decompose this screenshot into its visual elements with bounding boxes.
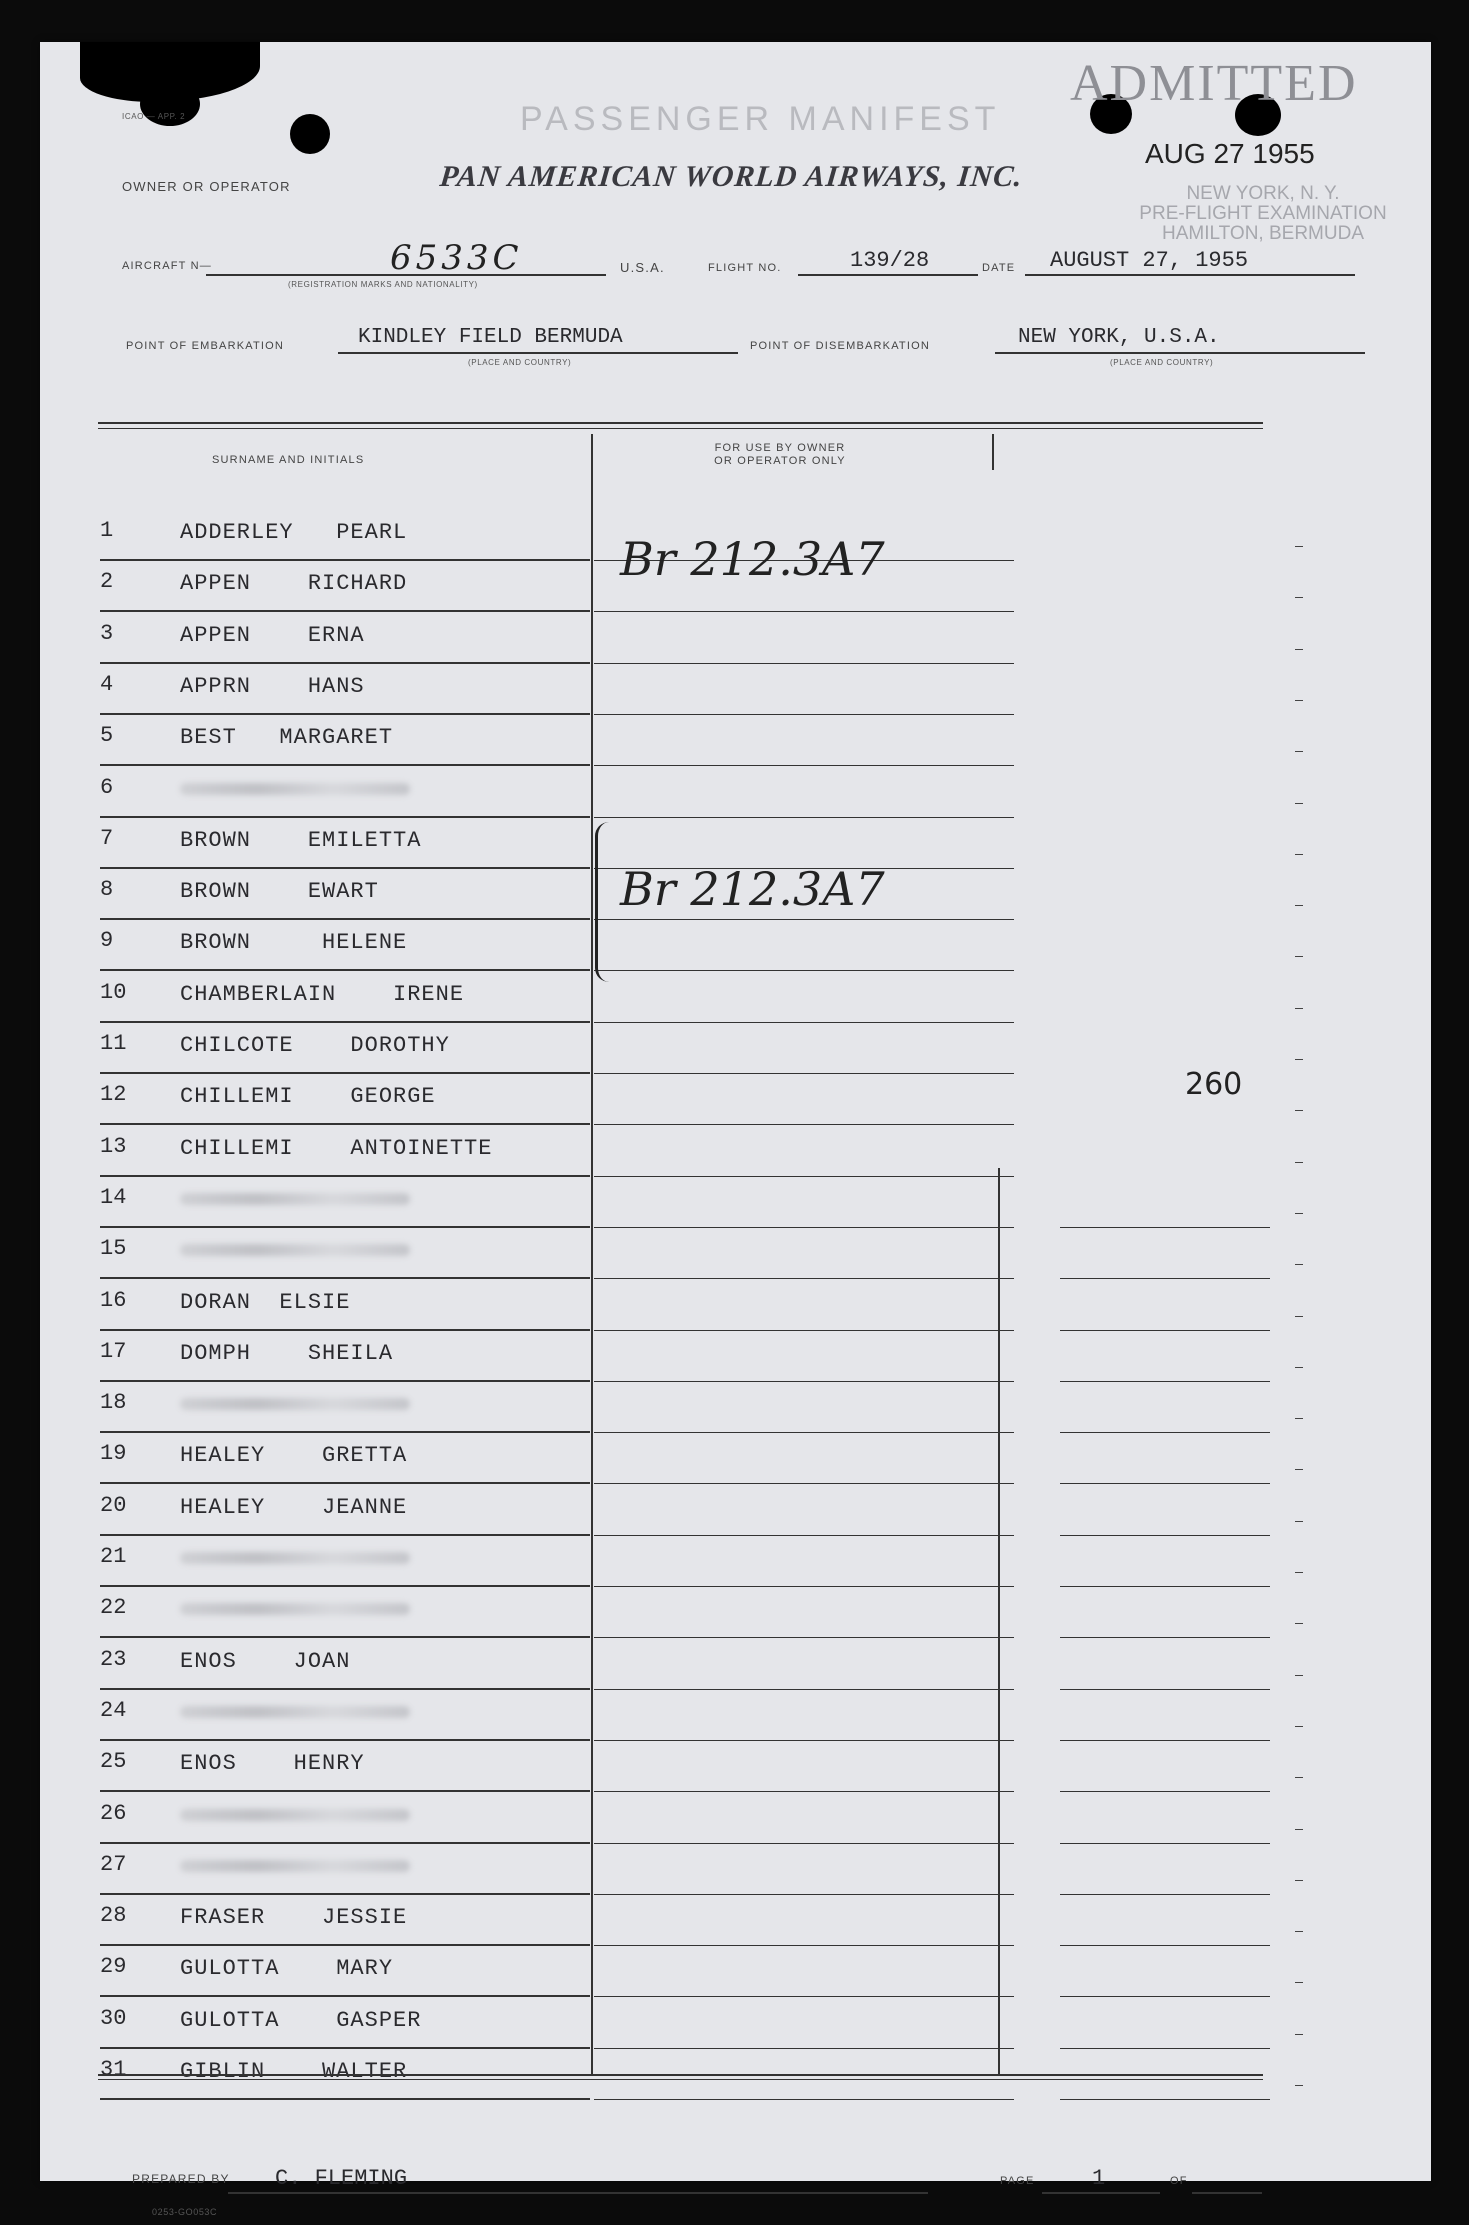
column-header-owner-line2: OR OPERATOR ONLY [714, 455, 846, 467]
redacted-name [180, 1809, 410, 1821]
table-row [100, 1793, 1300, 1844]
table-row [100, 1690, 1300, 1741]
margin-tick [1295, 1418, 1303, 1419]
passenger-name: APPRN HANS [180, 673, 365, 699]
table-top-rule [98, 422, 1263, 424]
table-row [100, 664, 1300, 715]
row-rule-right [1060, 2099, 1270, 2100]
passenger-name: BROWN EWART [180, 879, 379, 905]
passenger-name: HEALEY JEANNE [180, 1494, 408, 1520]
redacted-name [180, 1398, 410, 1410]
margin-tick [1295, 1931, 1303, 1932]
margin-tick [1295, 597, 1303, 598]
embarkation-line [338, 352, 738, 354]
table-top-rule-inner [98, 428, 1263, 429]
passenger-name: CHAMBERLAIN IRENE [180, 981, 465, 1007]
margin-tick [1295, 1316, 1303, 1317]
margin-tick [1295, 649, 1303, 650]
margin-tick [1295, 1110, 1303, 1111]
margin-tick [1295, 751, 1303, 752]
row-number: 20 [100, 1492, 127, 1518]
passenger-name: ENOS HENRY [180, 1751, 365, 1777]
row-number: 11 [100, 1031, 127, 1056]
passenger-name: APPEN ERNA [180, 622, 365, 648]
passenger-name: HEALEY GRETTA [180, 1443, 408, 1469]
row-number: 19 [100, 1441, 127, 1467]
row-rule [100, 2098, 590, 2100]
table-row [100, 613, 1300, 664]
column-separator-header [992, 434, 994, 470]
margin-tick [1295, 1623, 1303, 1624]
table-row [100, 1382, 1300, 1433]
margin-tick [1295, 1521, 1303, 1522]
margin-tick [1295, 546, 1303, 547]
disembarkation-label: POINT OF DISEMBARKATION [750, 340, 930, 352]
owner-label: OWNER OR OPERATOR [122, 179, 291, 194]
redacted-name [180, 1706, 410, 1718]
table-row [100, 1639, 1300, 1690]
column-header-owner-line1: FOR USE BY OWNER [714, 442, 846, 454]
row-number: 26 [100, 1800, 127, 1826]
stamp-place-line3: HAMILTON, BERMUDA [1162, 223, 1364, 244]
passenger-name: BROWN EMILETTA [180, 827, 422, 853]
margin-tick [1295, 1880, 1303, 1881]
punch-hole [290, 114, 330, 154]
disembarkation-caption: (PLACE AND COUNTRY) [1110, 358, 1214, 367]
page-label: PAGE [1000, 2175, 1035, 2187]
passenger-name: DORAN ELSIE [180, 1289, 351, 1315]
table-row [100, 1228, 1300, 1279]
margin-number: 260 [1185, 1067, 1243, 1102]
margin-tick [1295, 1213, 1303, 1214]
margin-tick [1295, 1572, 1303, 1573]
row-number: 14 [100, 1184, 127, 1210]
margin-tick [1295, 1777, 1303, 1778]
date-line [1025, 274, 1355, 276]
table-row [100, 1536, 1300, 1587]
table-row [100, 1331, 1300, 1382]
table-row [100, 1946, 1300, 1997]
column-header-surname: SURNAME AND INITIALS [212, 454, 365, 466]
table-row [100, 1126, 1300, 1177]
passenger-name: CHILLEMI ANTOINETTE [180, 1135, 493, 1161]
row-number: 22 [100, 1595, 127, 1621]
form-title: PASSENGER MANIFEST [520, 100, 1001, 138]
embarkation-caption: (PLACE AND COUNTRY) [468, 358, 572, 367]
table-row [100, 1844, 1300, 1895]
page-line [1042, 2192, 1160, 2194]
margin-tick [1295, 1367, 1303, 1368]
row-number: 24 [100, 1697, 127, 1723]
row-number: 29 [100, 1954, 127, 1980]
row-number: 10 [100, 979, 127, 1005]
aircraft-value: 6533C [390, 238, 523, 278]
of-line [1192, 2192, 1262, 2194]
page-value: 1 [1092, 2166, 1106, 2191]
row-number: 31 [100, 2057, 127, 2082]
table-row [100, 767, 1300, 818]
flight-label: FLIGHT NO. [708, 262, 782, 274]
row-number: 27 [100, 1851, 127, 1877]
passenger-name: CHILCOTE DOROTHY [180, 1033, 450, 1058]
table-row [100, 1741, 1300, 1792]
row-number: 13 [100, 1133, 127, 1159]
prepared-by-line [228, 2192, 928, 2194]
passenger-name: BEST MARGARET [180, 725, 394, 751]
table-row [100, 715, 1300, 766]
row-number: 28 [100, 1903, 127, 1929]
stamp-date: AUG 27 1955 [1145, 138, 1315, 169]
form-code-top: ICAO — APP. 2 [122, 112, 186, 121]
row-number: 12 [100, 1082, 127, 1108]
margin-tick [1295, 1829, 1303, 1830]
embarkation-value: KINDLEY FIELD BERMUDA [358, 326, 623, 349]
prepared-by-value: C. FLEMING [275, 2166, 408, 2191]
margin-tick [1295, 854, 1303, 855]
margin-tick [1295, 803, 1303, 804]
column-header-owner-use [660, 442, 900, 468]
margin-tick [1295, 700, 1303, 701]
aircraft-label: AIRCRAFT N— [122, 260, 213, 272]
passenger-name: GIBLIN WALTER [180, 2059, 408, 2084]
disembarkation-line [995, 352, 1365, 354]
redacted-name [180, 1552, 410, 1564]
row-number: 2 [100, 569, 114, 595]
passenger-name: FRASER JESSIE [180, 1905, 408, 1931]
margin-tick [1295, 1675, 1303, 1676]
row-number: 9 [100, 928, 114, 954]
disembarkation-value: NEW YORK, U.S.A. [1018, 326, 1220, 349]
table-row [100, 1433, 1300, 1484]
row-rule [594, 2099, 1014, 2100]
stamp-place-line2: PRE-FLIGHT EXAMINATION [1139, 203, 1387, 224]
row-number: 5 [100, 723, 114, 749]
passenger-name: GULOTTA GASPER [180, 2007, 422, 2033]
table-row [100, 920, 1300, 971]
redacted-name [180, 1603, 410, 1615]
margin-tick [1295, 1982, 1303, 1983]
passenger-name: BROWN HELENE [180, 930, 408, 956]
bracket-mark [595, 822, 614, 982]
row-number: 17 [100, 1338, 127, 1364]
stamp-admitted: ADMITTED [1070, 55, 1358, 112]
passenger-name: CHILLEMI GEORGE [180, 1084, 436, 1110]
embarkation-label: POINT OF EMBARKATION [126, 340, 285, 352]
of-label: OF [1170, 2175, 1188, 2187]
margin-tick [1295, 956, 1303, 957]
margin-tick [1295, 1264, 1303, 1265]
date-value: AUGUST 27, 1955 [1050, 248, 1249, 273]
table-row [100, 972, 1300, 1023]
margin-tick [1295, 1008, 1303, 1009]
flight-value: 139/28 [850, 248, 930, 273]
table-bottom-rule-inner [98, 2079, 1263, 2080]
row-number: 7 [100, 825, 114, 851]
aircraft-caption: (REGISTRATION MARKS AND NATIONALITY) [288, 280, 478, 289]
redacted-name [180, 1193, 410, 1205]
date-label: DATE [982, 262, 1016, 274]
row-number: 15 [100, 1236, 127, 1262]
stamp-place [1138, 184, 1388, 244]
table-row [100, 1023, 1300, 1074]
redacted-name [180, 783, 410, 795]
margin-tick [1295, 1162, 1303, 1163]
table-row [100, 1998, 1300, 2049]
table-bottom-rule [98, 2074, 1263, 2076]
flight-line [798, 274, 978, 276]
row-number: 16 [100, 1287, 127, 1313]
table-row [100, 1177, 1300, 1228]
row-number: 6 [100, 774, 114, 800]
stamp-place-line1: NEW YORK, N. Y. [1186, 183, 1340, 204]
margin-tick [1295, 905, 1303, 906]
table-row [100, 1074, 1300, 1125]
margin-tick [1295, 2085, 1303, 2086]
row-number: 30 [100, 2005, 127, 2031]
margin-tick [1295, 2034, 1303, 2035]
handwritten-code-2: Br 212.3A7 [620, 862, 885, 916]
row-number: 3 [100, 620, 114, 646]
row-number: 8 [100, 877, 114, 903]
passenger-name: GULOTTA MARY [180, 1956, 394, 1982]
margin-tick [1295, 1469, 1303, 1470]
margin-tick [1295, 1059, 1303, 1060]
form-code-bottom: 0253-GO053C [152, 2207, 218, 2217]
table-row [100, 1895, 1300, 1946]
handwritten-code-1: Br 212.3A7 [620, 532, 885, 586]
passenger-name: APPEN RICHARD [180, 571, 408, 597]
row-number: 4 [100, 671, 114, 697]
passenger-name: ENOS JOAN [180, 1648, 351, 1674]
prepared-by-label: PREPARED BY [132, 2172, 230, 2186]
redacted-name [180, 1860, 410, 1872]
row-number: 23 [100, 1646, 127, 1672]
passenger-name: ADDERLEY PEARL [180, 520, 408, 545]
nationality: U.S.A. [620, 260, 665, 275]
redacted-name [180, 1244, 410, 1256]
row-number: 25 [100, 1749, 127, 1775]
table-row [100, 1280, 1300, 1331]
table-row [100, 1587, 1300, 1638]
table-row [100, 1485, 1300, 1536]
margin-tick [1295, 1726, 1303, 1727]
manifest-page [40, 42, 1431, 2217]
row-number: 21 [100, 1544, 127, 1569]
row-number: 1 [100, 518, 114, 543]
passenger-name: DOMPH SHEILA [180, 1340, 394, 1366]
row-number: 18 [100, 1390, 127, 1416]
operator-name: PAN AMERICAN WORLD AIRWAYS, INC. [438, 160, 1025, 193]
